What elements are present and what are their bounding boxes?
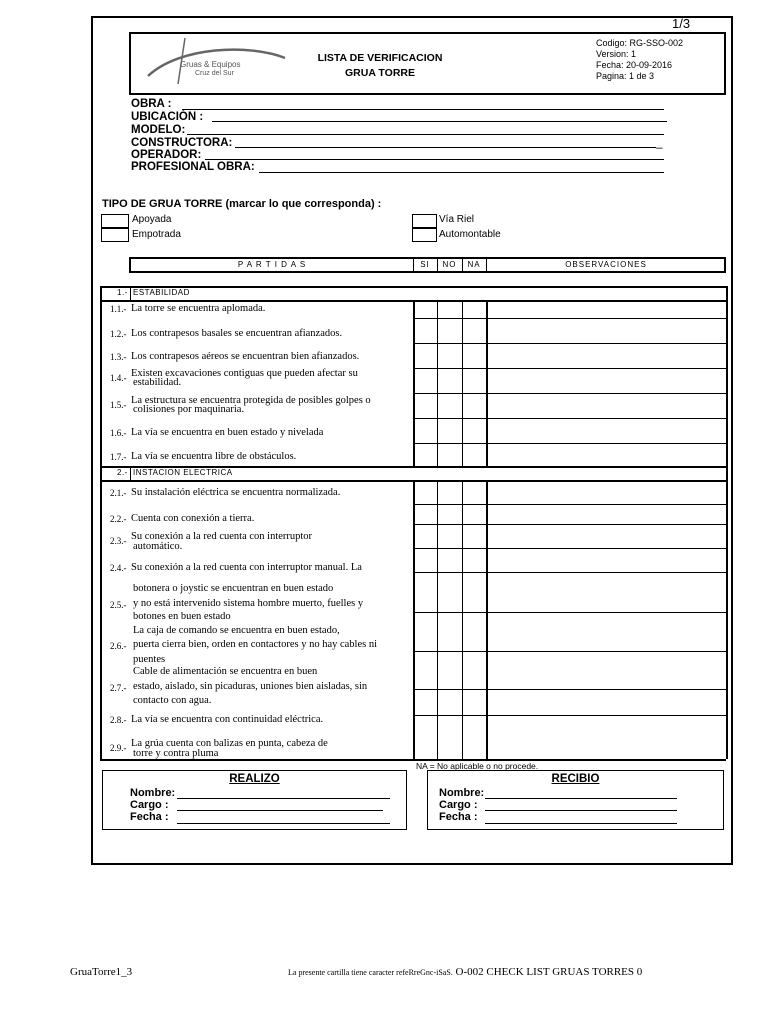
check-no[interactable] bbox=[438, 319, 462, 343]
item-text: botones en buen estado bbox=[133, 611, 231, 622]
item-text: La torre se encuentra aplomada. bbox=[131, 303, 266, 314]
recibio-fecha-line[interactable] bbox=[485, 823, 677, 824]
item-text: La vía se encuentra con continuidad eléctrica. bbox=[131, 714, 324, 725]
item-number: 1.5.- bbox=[110, 400, 127, 410]
item-number: 2.4.- bbox=[110, 563, 127, 573]
check-no[interactable] bbox=[438, 419, 462, 443]
item-text: contacto con agua. bbox=[133, 695, 212, 706]
checkbox-automontable[interactable] bbox=[412, 228, 437, 242]
item-text: Los contrapesos basales se encuentran afianzados. bbox=[131, 328, 343, 339]
check-si[interactable] bbox=[415, 482, 437, 504]
field-obra-line[interactable] bbox=[182, 109, 664, 110]
option-apoyada-label: Apoyada bbox=[132, 214, 172, 225]
check-si[interactable] bbox=[415, 573, 437, 612]
observation-cell[interactable] bbox=[488, 716, 726, 759]
table-left-border bbox=[100, 286, 102, 466]
check-na[interactable] bbox=[463, 319, 486, 343]
check-na[interactable] bbox=[463, 549, 486, 572]
na-note: NA = No aplicable o no procede. bbox=[416, 761, 539, 771]
item-text: La estructura se encuentra protegida de posibles golpes o bbox=[131, 395, 371, 406]
checkbox-via-riel[interactable] bbox=[412, 214, 437, 228]
field-profesional-label: PROFESIONAL OBRA: bbox=[131, 161, 255, 173]
recibio-cargo-label: Cargo : bbox=[439, 799, 478, 811]
observation-cell[interactable] bbox=[488, 369, 726, 393]
checkbox-empotrada[interactable] bbox=[101, 228, 129, 242]
check-si[interactable] bbox=[415, 319, 437, 343]
field-constructora-label: CONSTRUCTORA: bbox=[131, 137, 233, 149]
check-si[interactable] bbox=[415, 344, 437, 368]
check-no[interactable] bbox=[438, 344, 462, 368]
check-no[interactable] bbox=[438, 716, 462, 759]
section-title: ESTABILIDAD bbox=[133, 288, 190, 297]
header-no: NO bbox=[442, 260, 457, 269]
check-no[interactable] bbox=[438, 652, 462, 689]
check-na[interactable] bbox=[463, 482, 486, 504]
item-number: 2.8.- bbox=[110, 715, 127, 725]
check-na[interactable] bbox=[463, 505, 486, 524]
observation-cell[interactable] bbox=[488, 613, 726, 651]
section-bottom-border bbox=[100, 759, 726, 761]
observation-cell[interactable] bbox=[488, 344, 726, 368]
item-text: La vía se encuentra libre de obstáculos. bbox=[131, 451, 297, 462]
item-text: La grúa cuenta con balizas en punta, cabeza de bbox=[131, 738, 328, 749]
recibio-nombre-label: Nombre: bbox=[439, 787, 485, 799]
check-na[interactable] bbox=[463, 344, 486, 368]
check-si[interactable] bbox=[415, 690, 437, 715]
item-text: Cable de alimentación se encuentra en buen bbox=[133, 666, 318, 677]
check-no[interactable] bbox=[438, 482, 462, 504]
header-si: SI bbox=[420, 260, 430, 269]
recibio-nombre-line[interactable] bbox=[485, 798, 677, 799]
item-text: botonera o joystic se encuentran en buen estado bbox=[133, 583, 334, 594]
check-no[interactable] bbox=[438, 573, 462, 612]
footer-left: GruaTorre1_3 bbox=[70, 966, 133, 978]
section-number-divider bbox=[130, 466, 131, 480]
field-obra-label: OBRA : bbox=[131, 98, 172, 110]
document-meta bbox=[596, 38, 683, 82]
realizo-nombre-line[interactable] bbox=[177, 798, 390, 799]
company-logo bbox=[140, 36, 290, 86]
check-no[interactable] bbox=[438, 690, 462, 715]
item-text: y no está intervenido sistema hombre muerto, fuelles y bbox=[133, 598, 364, 609]
tipo-heading: TIPO DE GRUA TORRE (marcar lo que corresponda) : bbox=[102, 198, 382, 210]
check-si[interactable] bbox=[415, 716, 437, 759]
check-no[interactable] bbox=[438, 613, 462, 651]
item-number: 2.5.- bbox=[110, 600, 127, 610]
check-si[interactable] bbox=[415, 302, 437, 318]
item-text: Los contrapesos aéreos se encuentran bien afianzados. bbox=[131, 351, 360, 362]
title-line1: LISTA DE VERIFICACION bbox=[317, 52, 443, 64]
item-number: 1.1.- bbox=[110, 304, 127, 314]
item-text: Existen excavaciones contiguas que pueden afectar su bbox=[131, 368, 358, 379]
observation-cell[interactable] bbox=[488, 573, 726, 612]
item-text: Su conexión a la red cuenta con interruptor bbox=[131, 531, 313, 542]
observation-cell[interactable] bbox=[488, 652, 726, 689]
check-na[interactable] bbox=[463, 690, 486, 715]
field-ubicacion-label: UBICACIÓN : bbox=[131, 111, 204, 123]
realizo-cargo-label: Cargo : bbox=[130, 799, 169, 811]
check-no[interactable] bbox=[438, 302, 462, 318]
field-profesional-line[interactable] bbox=[259, 172, 664, 173]
item-number: 2.7.- bbox=[110, 683, 127, 693]
section-number-divider bbox=[130, 286, 131, 300]
logo-text-line1: Gruas & Equipos bbox=[180, 60, 241, 69]
table-left-border bbox=[100, 466, 102, 759]
observation-cell[interactable] bbox=[488, 319, 726, 343]
footer-right-large: O-002 CHECK LIST GRUAS TORRES 0 bbox=[455, 966, 643, 978]
item-text: Su instalación eléctrica se encuentra normalizada. bbox=[131, 487, 341, 498]
item-number: 1.2.- bbox=[110, 329, 127, 339]
table-right-border bbox=[726, 466, 728, 759]
section-number: 1.- bbox=[117, 288, 128, 297]
option-empotrada-label: Empotrada bbox=[132, 229, 181, 240]
realizo-nombre-label: Nombre: bbox=[130, 787, 176, 799]
observation-cell[interactable] bbox=[488, 549, 726, 572]
observation-cell[interactable] bbox=[488, 419, 726, 443]
meta-version: Version: 1 bbox=[596, 49, 637, 59]
check-si[interactable] bbox=[415, 369, 437, 393]
item-text: estado, aislado, sin picaduras, uniones bien aisladas, sin bbox=[133, 681, 368, 692]
observation-cell[interactable] bbox=[488, 525, 726, 548]
check-na[interactable] bbox=[463, 444, 486, 466]
section-border bbox=[100, 286, 726, 288]
observation-cell[interactable] bbox=[488, 505, 726, 524]
check-no[interactable] bbox=[438, 549, 462, 572]
item-number: 2.2.- bbox=[110, 514, 127, 524]
meta-codigo: Codigo: RG-SSO-002 bbox=[596, 38, 684, 48]
item-number: 2.9.- bbox=[110, 743, 127, 753]
check-si[interactable] bbox=[415, 505, 437, 524]
check-na[interactable] bbox=[463, 419, 486, 443]
check-si[interactable] bbox=[415, 419, 437, 443]
item-text: La caja de comando se encuentra en buen estado, bbox=[133, 625, 340, 636]
realizo-fecha-line[interactable] bbox=[177, 823, 390, 824]
check-no[interactable] bbox=[438, 505, 462, 524]
check-na[interactable] bbox=[463, 613, 486, 651]
item-text: automático. bbox=[133, 541, 183, 552]
option-automontable-label: Automontable bbox=[439, 229, 501, 240]
checkbox-apoyada[interactable] bbox=[101, 214, 129, 228]
observation-cell[interactable] bbox=[488, 444, 726, 466]
logo-text-line2: Cruz del Sur bbox=[195, 70, 234, 77]
footer-right bbox=[288, 966, 642, 978]
check-si[interactable] bbox=[415, 549, 437, 572]
item-number: 1.4.- bbox=[110, 373, 127, 383]
item-number: 1.7.- bbox=[110, 452, 127, 462]
observation-cell[interactable] bbox=[488, 394, 726, 418]
item-text: colisiones por maquinaria. bbox=[133, 404, 245, 415]
check-no[interactable] bbox=[438, 394, 462, 418]
field-constructora-suffix: _ bbox=[656, 137, 663, 149]
check-na[interactable] bbox=[463, 573, 486, 612]
field-ubicacion-line[interactable] bbox=[212, 121, 667, 122]
observation-cell[interactable] bbox=[488, 302, 726, 318]
check-si[interactable] bbox=[415, 613, 437, 651]
title-line2: GRUA TORRE bbox=[344, 67, 415, 79]
page-number: 1/3 bbox=[672, 16, 691, 31]
header-observaciones: OBSERVACIONES bbox=[565, 260, 647, 269]
item-text: puerta cierra bien, orden en contactores y no hay cables ni bbox=[133, 639, 378, 650]
footer-right-small: La presente cartilla tiene caracter refeRreGnc-iSaS. bbox=[288, 968, 453, 977]
check-na[interactable] bbox=[463, 525, 486, 548]
check-na[interactable] bbox=[463, 394, 486, 418]
field-modelo-label: MODELO: bbox=[131, 124, 186, 136]
field-operador-line[interactable] bbox=[205, 159, 664, 160]
check-na[interactable] bbox=[463, 652, 486, 689]
field-operador-label: OPERADOR: bbox=[131, 149, 202, 161]
field-modelo-line[interactable] bbox=[187, 134, 664, 135]
check-no[interactable] bbox=[438, 369, 462, 393]
recibio-fecha-label: Fecha : bbox=[439, 811, 478, 823]
observation-cell[interactable] bbox=[488, 690, 726, 715]
item-text: La vía se encuentra en buen estado y nivelada bbox=[131, 427, 324, 438]
section-number: 2.- bbox=[117, 468, 128, 477]
item-text: puentes bbox=[133, 654, 166, 665]
check-na[interactable] bbox=[463, 716, 486, 759]
item-number: 2.1.- bbox=[110, 488, 127, 498]
meta-pagina: Pagina: 1 de 3 bbox=[596, 71, 655, 81]
realizo-title: REALIZO bbox=[229, 773, 280, 785]
section-title: INSTACION ELECTRICA bbox=[133, 468, 233, 477]
header-na: NA bbox=[467, 260, 481, 269]
item-number: 2.3.- bbox=[110, 536, 127, 546]
check-na[interactable] bbox=[463, 369, 486, 393]
field-constructora-line[interactable] bbox=[235, 147, 656, 148]
item-number: 1.6.- bbox=[110, 428, 127, 438]
recibio-title: RECIBIO bbox=[551, 773, 600, 785]
observation-cell[interactable] bbox=[488, 482, 726, 504]
check-no[interactable] bbox=[438, 444, 462, 466]
recibio-cargo-line[interactable] bbox=[485, 810, 677, 811]
meta-fecha: Fecha: 20-09-2016 bbox=[596, 60, 673, 70]
table-right-border bbox=[726, 286, 728, 466]
check-si[interactable] bbox=[415, 394, 437, 418]
item-text: torre y contra pluma bbox=[133, 748, 219, 759]
check-no[interactable] bbox=[438, 525, 462, 548]
realizo-cargo-line[interactable] bbox=[177, 810, 383, 811]
option-via-riel-label: Vía Riel bbox=[439, 214, 475, 225]
check-na[interactable] bbox=[463, 302, 486, 318]
item-number: 2.6.- bbox=[110, 641, 127, 651]
header-partidas: P A R T I D A S bbox=[237, 260, 307, 269]
item-text: Cuenta con conexión a tierra. bbox=[131, 513, 255, 524]
document-title bbox=[300, 51, 460, 81]
item-text: Su conexión a la red cuenta con interruptor manual. La bbox=[131, 562, 362, 573]
check-si[interactable] bbox=[415, 652, 437, 689]
check-si[interactable] bbox=[415, 525, 437, 548]
item-text: estabilidad. bbox=[133, 377, 182, 388]
realizo-fecha-label: Fecha : bbox=[130, 811, 169, 823]
check-si[interactable] bbox=[415, 444, 437, 466]
item-number: 1.3.- bbox=[110, 352, 127, 362]
